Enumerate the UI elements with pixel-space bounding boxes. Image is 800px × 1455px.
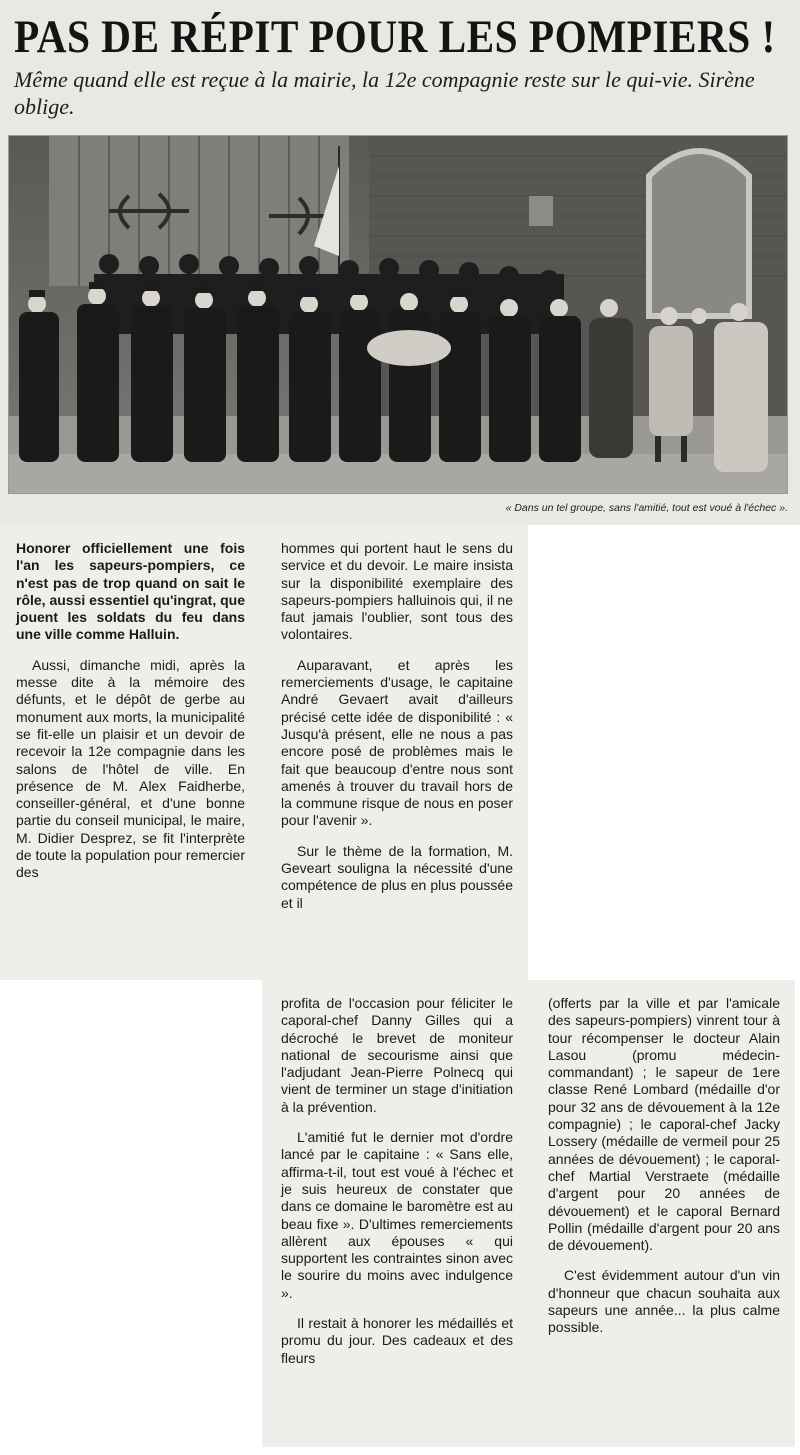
photo-caption: « Dans un tel groupe, sans l'amitié, tout est voué à l'échec ». — [505, 502, 788, 514]
article-paragraph: Aussi, dimanche midi, après la messe dite à la mémoire des défunts, et le dépôt de gerbe au monument aux morts, la municipalité se fit-elle un plaisir et un devoir de recevoir la 12e compagnie dans les salons de l'hôtel de ville. En présence de M. Alex Faidherbe, conseiller-général, et d'une bonne partie du conseil municipal, le maire, M. Didier Desprez, se fit l'interprète de toute la population pour remercier des — [16, 656, 245, 881]
article-paragraph: (offerts par la ville et par l'amicale des sapeurs-pompiers) vinrent tour à tour récompenser le docteur Alain Lasou (promu médecin-commandant) ; le sapeur de 1ere classe René Lombard (médaille d'or pour 32 ans de dévouement à la 12e compagnie) ; le caporal-chef Jacky Lossery (médaille de vermeil pour 25 années de dévouement) ; le caporal-chef Martial Verstraete (médaille d'argent pour 20 années de dévouement) et le caporal Bernard Pollin (médaille d'argent pour 20 ans de dévouement). — [548, 995, 780, 1254]
subhead: Même quand elle est reçue à la mairie, la 12e compagnie reste sur le qui-vie. Sirène oblige. — [14, 67, 755, 119]
article-column-1 — [16, 540, 245, 895]
article-paragraph: profita de l'occasion pour féliciter le caporal-chef Danny Gilles qui a décroché le brevet de moniteur national de secourisme ainsi que l'adjudant Jean-Pierre Polnecq qui vient de terminer un stage d'initiation à la prévention. — [281, 995, 513, 1115]
group-photo — [8, 135, 788, 494]
article-column-3 — [281, 995, 513, 1380]
plaque — [529, 196, 553, 226]
article-paragraph: C'est évidemment autour d'un vin d'honneur que chacun souhaita aux sapeurs une année... la plus calme possible. — [548, 1267, 780, 1336]
article-paragraph: L'amitié fut le dernier mot d'ordre lancé par le capitaine : « Sans elle, affirma-t-il, tout est voué à l'échec et je suis heureux de constater que dans ce domaine le baromètre est au beau fixe ». D'ultimes remerciements allèrent aux épouses « qui supportent les contraintes sinon avec le sourire du moins avec indulgence ». — [281, 1129, 513, 1301]
article-paragraph: Auparavant, et après les remerciements d'usage, le capitaine André Gevaert avait d'ailleurs précisé cette idée de disponibilité : « Jusqu'à présent, elle ne nous a pas encore posé de problèmes mais le fait que beaucoup d'entre nous sont amenés à trouver du travail hors de la commune risque de nous en poser pour l'avenir ». — [281, 656, 513, 829]
article-paragraph: Il restait à honorer les médaillés et promu du jour. Des cadeaux et des fleurs — [281, 1315, 513, 1366]
article-column-2 — [281, 540, 513, 925]
article-lead: Honorer officiellement une fois l'an les sapeurs-pompiers, ce n'est pas de trop quand on sait le rôle, aussi essentiel qu'ingrat, que jouent les soldats du feu dans une ville comme Halluin. — [16, 540, 245, 643]
wreath — [367, 330, 451, 366]
article-paragraph: hommes qui portent haut le sens du service et du devoir. Le maire insista sur la disponibilité exemplaire des sapeurs-pompiers halluinois qui, il ne faut jamais l'oublier, sont tous des volontaires. — [281, 540, 513, 643]
group-photo-drawing — [9, 136, 787, 493]
headline: PAS DE RÉPIT POUR LES POMPIERS ! — [14, 11, 776, 63]
article-column-4 — [548, 995, 780, 1350]
article-paragraph: Sur le thème de la formation, M. Geveart souligna la nécessité d'une compétence de plus en plus poussée et il — [281, 842, 513, 911]
arched-doorway — [649, 151, 749, 316]
